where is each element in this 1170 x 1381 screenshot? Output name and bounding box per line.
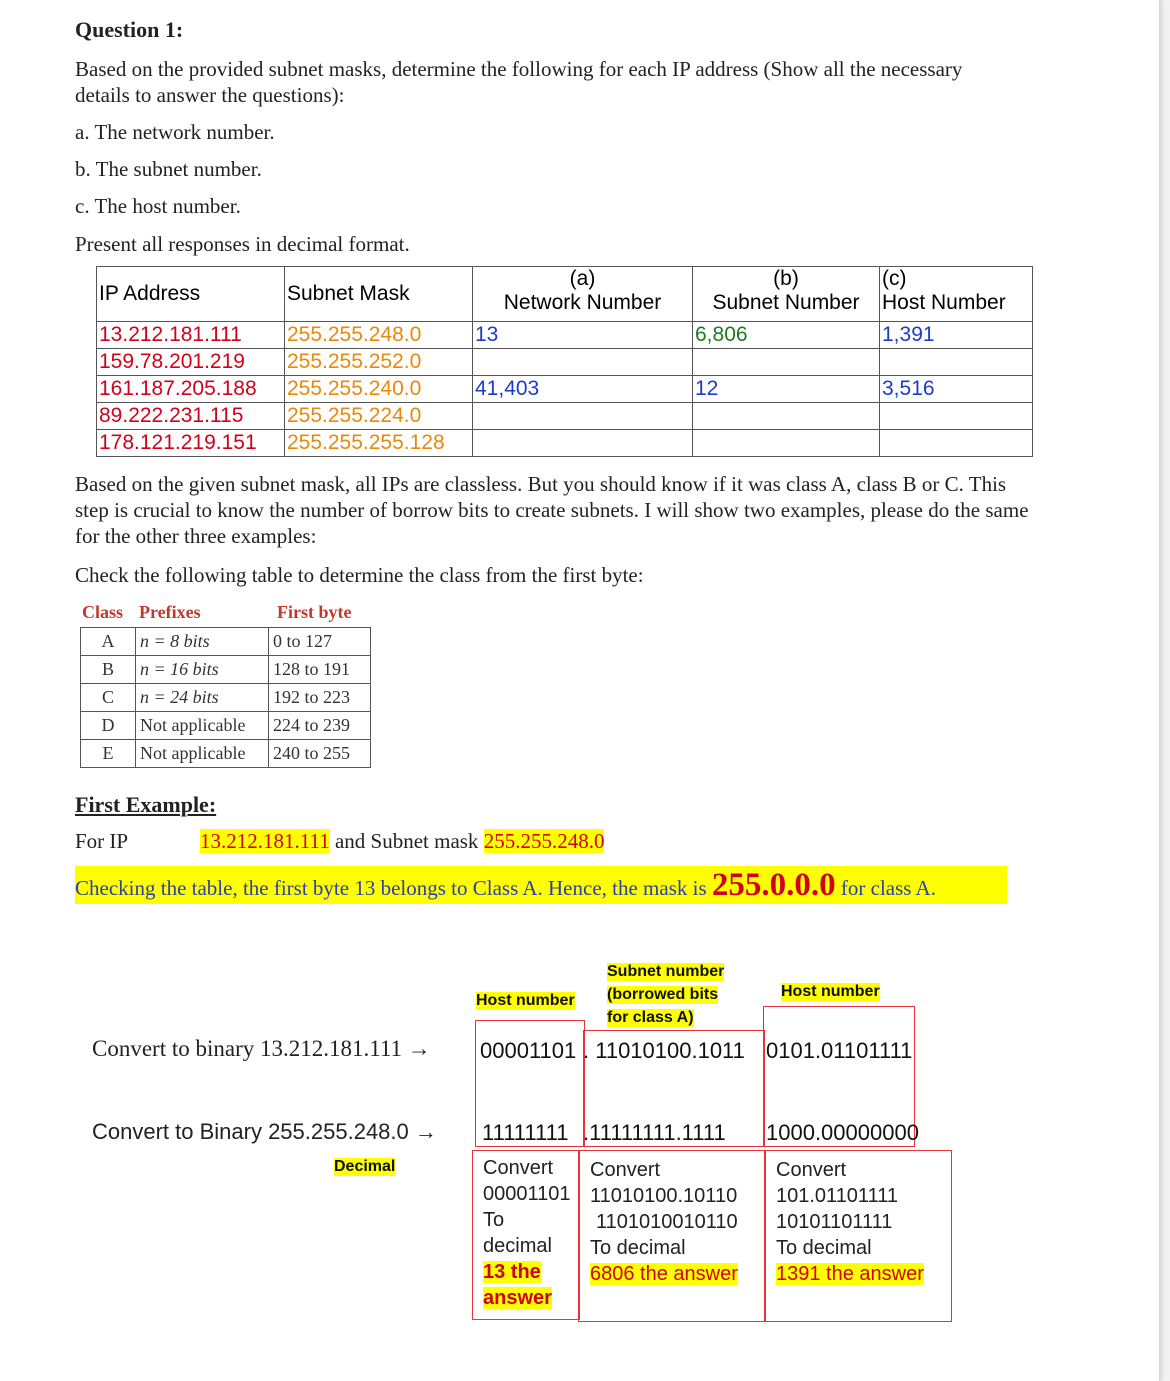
convert-line: To decimal: [776, 1237, 872, 1259]
network-cell: [473, 430, 693, 457]
mask-binary-host: 1000.00000000: [766, 1120, 919, 1145]
class-header: Class: [82, 602, 124, 622]
header-network-label: Network Number: [503, 291, 662, 314]
header-network-letter: (a): [569, 267, 596, 290]
host-cell: 1,391: [880, 322, 1033, 349]
network-cell: [473, 349, 693, 376]
decimal-label: Decimal: [334, 1158, 396, 1175]
header-host-label: Host Number: [882, 291, 1006, 314]
class-row: [81, 684, 371, 712]
class-table: [80, 627, 371, 768]
header-ip: IP Address: [97, 267, 285, 322]
mask-binary-network: 11111111: [482, 1120, 569, 1145]
network-answer-2: answer: [483, 1287, 552, 1309]
table-row: [97, 403, 1033, 430]
class-a-mask: 255.0.0.0: [711, 867, 836, 903]
header-host: [880, 267, 1033, 322]
convert-line: Convert: [776, 1159, 847, 1181]
item-a: a. The network number.: [75, 120, 275, 144]
table-row: [97, 322, 1033, 349]
convert-line: To: [483, 1209, 505, 1231]
header-subnet: [693, 267, 880, 322]
para2-line-2: step is crucial to know the number of borrow bits to create subnets. I will show two examples, please do the same: [75, 498, 1029, 522]
class-cell: D: [81, 712, 136, 740]
para2-line-3: for the other three examples:: [75, 524, 317, 548]
intro-line-2: details to answer the questions):: [75, 83, 345, 107]
class-cell: E: [81, 740, 136, 768]
subnet-answer: 6806 the answer: [590, 1263, 738, 1285]
para2-line-1: Based on the given subnet mask, all IPs are classless. But you should know if it was class A, class B or C. This: [75, 472, 1007, 496]
mask-cell: 255.255.255.128: [285, 430, 473, 457]
ip-binary-network: 00001101: [480, 1038, 577, 1063]
mask-cell: 255.255.252.0: [285, 349, 473, 376]
ip-cell: 89.222.231.115: [97, 403, 285, 430]
host-cell: [880, 430, 1033, 457]
class-cell: C: [81, 684, 136, 712]
range-cell: 128 to 191: [269, 656, 371, 684]
convert-line: Convert: [483, 1157, 554, 1179]
header-subnet-label: Subnet Number: [712, 291, 860, 314]
host-number-label-right: Host number: [781, 983, 880, 1000]
host-number-label-left: Host number: [476, 992, 575, 1009]
convert-line: 00001101: [483, 1183, 571, 1205]
for-ip-label: For IP: [75, 829, 129, 853]
prefix-cell: Not applicable: [136, 712, 269, 740]
mask-cell: 255.255.240.0: [285, 376, 473, 403]
checking-text: Checking the table, the first byte 13 belongs to Class A. Hence, the mask is: [75, 876, 707, 900]
example-mask: 255.255.248.0: [483, 829, 605, 853]
prefixes-header: Prefixes: [139, 602, 201, 622]
convert-line: 1101010010110: [596, 1211, 738, 1233]
host-cell: 3,516: [880, 376, 1033, 403]
mask-cell: 255.255.248.0: [285, 322, 473, 349]
class-row: [81, 656, 371, 684]
convert-line: decimal: [483, 1235, 552, 1257]
class-row: [81, 712, 371, 740]
header-network: [473, 267, 693, 322]
convert-mask-label: Convert to Binary 255.255.248.0 →: [92, 1119, 437, 1144]
subnet-number-label-3: for class A): [607, 1009, 694, 1026]
prefix-cell: n = 16 bits: [136, 656, 269, 684]
mask-binary-subnet: .11111111.1111: [583, 1120, 726, 1145]
prefix-cell: n = 8 bits: [136, 628, 269, 656]
host-cell: [880, 403, 1033, 430]
network-cell: 41,403: [473, 376, 693, 403]
network-cell: [473, 403, 693, 430]
ip-cell: 178.121.219.151: [97, 430, 285, 457]
table-header-row: [97, 267, 1033, 322]
check-text: Check the following table to determine the class from the first byte:: [75, 563, 644, 587]
class-cell: B: [81, 656, 136, 684]
checking-line: [75, 866, 936, 907]
class-cell: A: [81, 628, 136, 656]
prefix-cell: n = 24 bits: [136, 684, 269, 712]
question-title: Question 1:: [75, 17, 184, 42]
subnet-convert-col: [590, 1157, 738, 1287]
host-answer: 1391 the answer: [776, 1263, 924, 1285]
class-row: [81, 740, 371, 768]
subnet-number-label-1: Subnet number: [607, 963, 725, 980]
intro-line-1: Based on the provided subnet masks, determine the following for each IP address (Show all the necessary: [75, 57, 963, 81]
convert-line: Convert: [590, 1159, 661, 1181]
class-row: [81, 628, 371, 656]
header-subnet-letter: (b): [773, 267, 799, 290]
header-host-letter: (c): [882, 267, 907, 290]
range-cell: 224 to 239: [269, 712, 371, 740]
host-cell: [880, 349, 1033, 376]
convert-line: 101.01101111: [776, 1185, 898, 1207]
first-byte-header: First byte: [277, 602, 352, 622]
header-mask: Subnet Mask: [285, 267, 473, 322]
prefix-cell: Not applicable: [136, 740, 269, 768]
first-example-title: First Example:: [75, 792, 217, 817]
subnet-cell: [693, 430, 880, 457]
ip-cell: 161.187.205.188: [97, 376, 285, 403]
ip-binary-subnet: . 11010100.1011: [583, 1038, 745, 1063]
range-cell: 0 to 127: [269, 628, 371, 656]
subnet-number-label-2: (borrowed bits: [607, 986, 719, 1003]
network-cell: 13: [473, 322, 693, 349]
convert-line: To decimal: [590, 1237, 686, 1259]
and-mask-label: and Subnet mask: [334, 829, 479, 853]
ip-binary-host: 0101.01101111: [766, 1038, 913, 1063]
host-convert-col: [776, 1157, 924, 1287]
ip-cell: 13.212.181.111: [97, 322, 285, 349]
for-class-text: for class A.: [840, 876, 936, 900]
subnet-cell: [693, 349, 880, 376]
subnet-table: [96, 266, 1033, 457]
table-row: [97, 430, 1033, 457]
convert-line: 11010100.10110: [590, 1185, 738, 1207]
range-cell: 192 to 223: [269, 684, 371, 712]
table-row: [97, 349, 1033, 376]
item-c: c. The host number.: [75, 194, 241, 218]
network-convert-col: [483, 1155, 571, 1311]
subnet-cell: 12: [693, 376, 880, 403]
range-cell: 240 to 255: [269, 740, 371, 768]
mask-cell: 255.255.224.0: [285, 403, 473, 430]
example-ip-line: [200, 828, 604, 854]
network-answer-1: 13 the: [483, 1261, 541, 1283]
subnet-cell: 6,806: [693, 322, 880, 349]
subnet-cell: [693, 403, 880, 430]
example-ip: 13.212.181.111: [200, 829, 330, 853]
ip-cell: 159.78.201.219: [97, 349, 285, 376]
convert-line: 10101101111: [776, 1211, 893, 1233]
item-b: b. The subnet number.: [75, 157, 262, 181]
table-row: [97, 376, 1033, 403]
convert-ip-label: Convert to binary 13.212.181.111 →: [92, 1036, 431, 1061]
present-text: Present all responses in decimal format.: [75, 232, 410, 256]
